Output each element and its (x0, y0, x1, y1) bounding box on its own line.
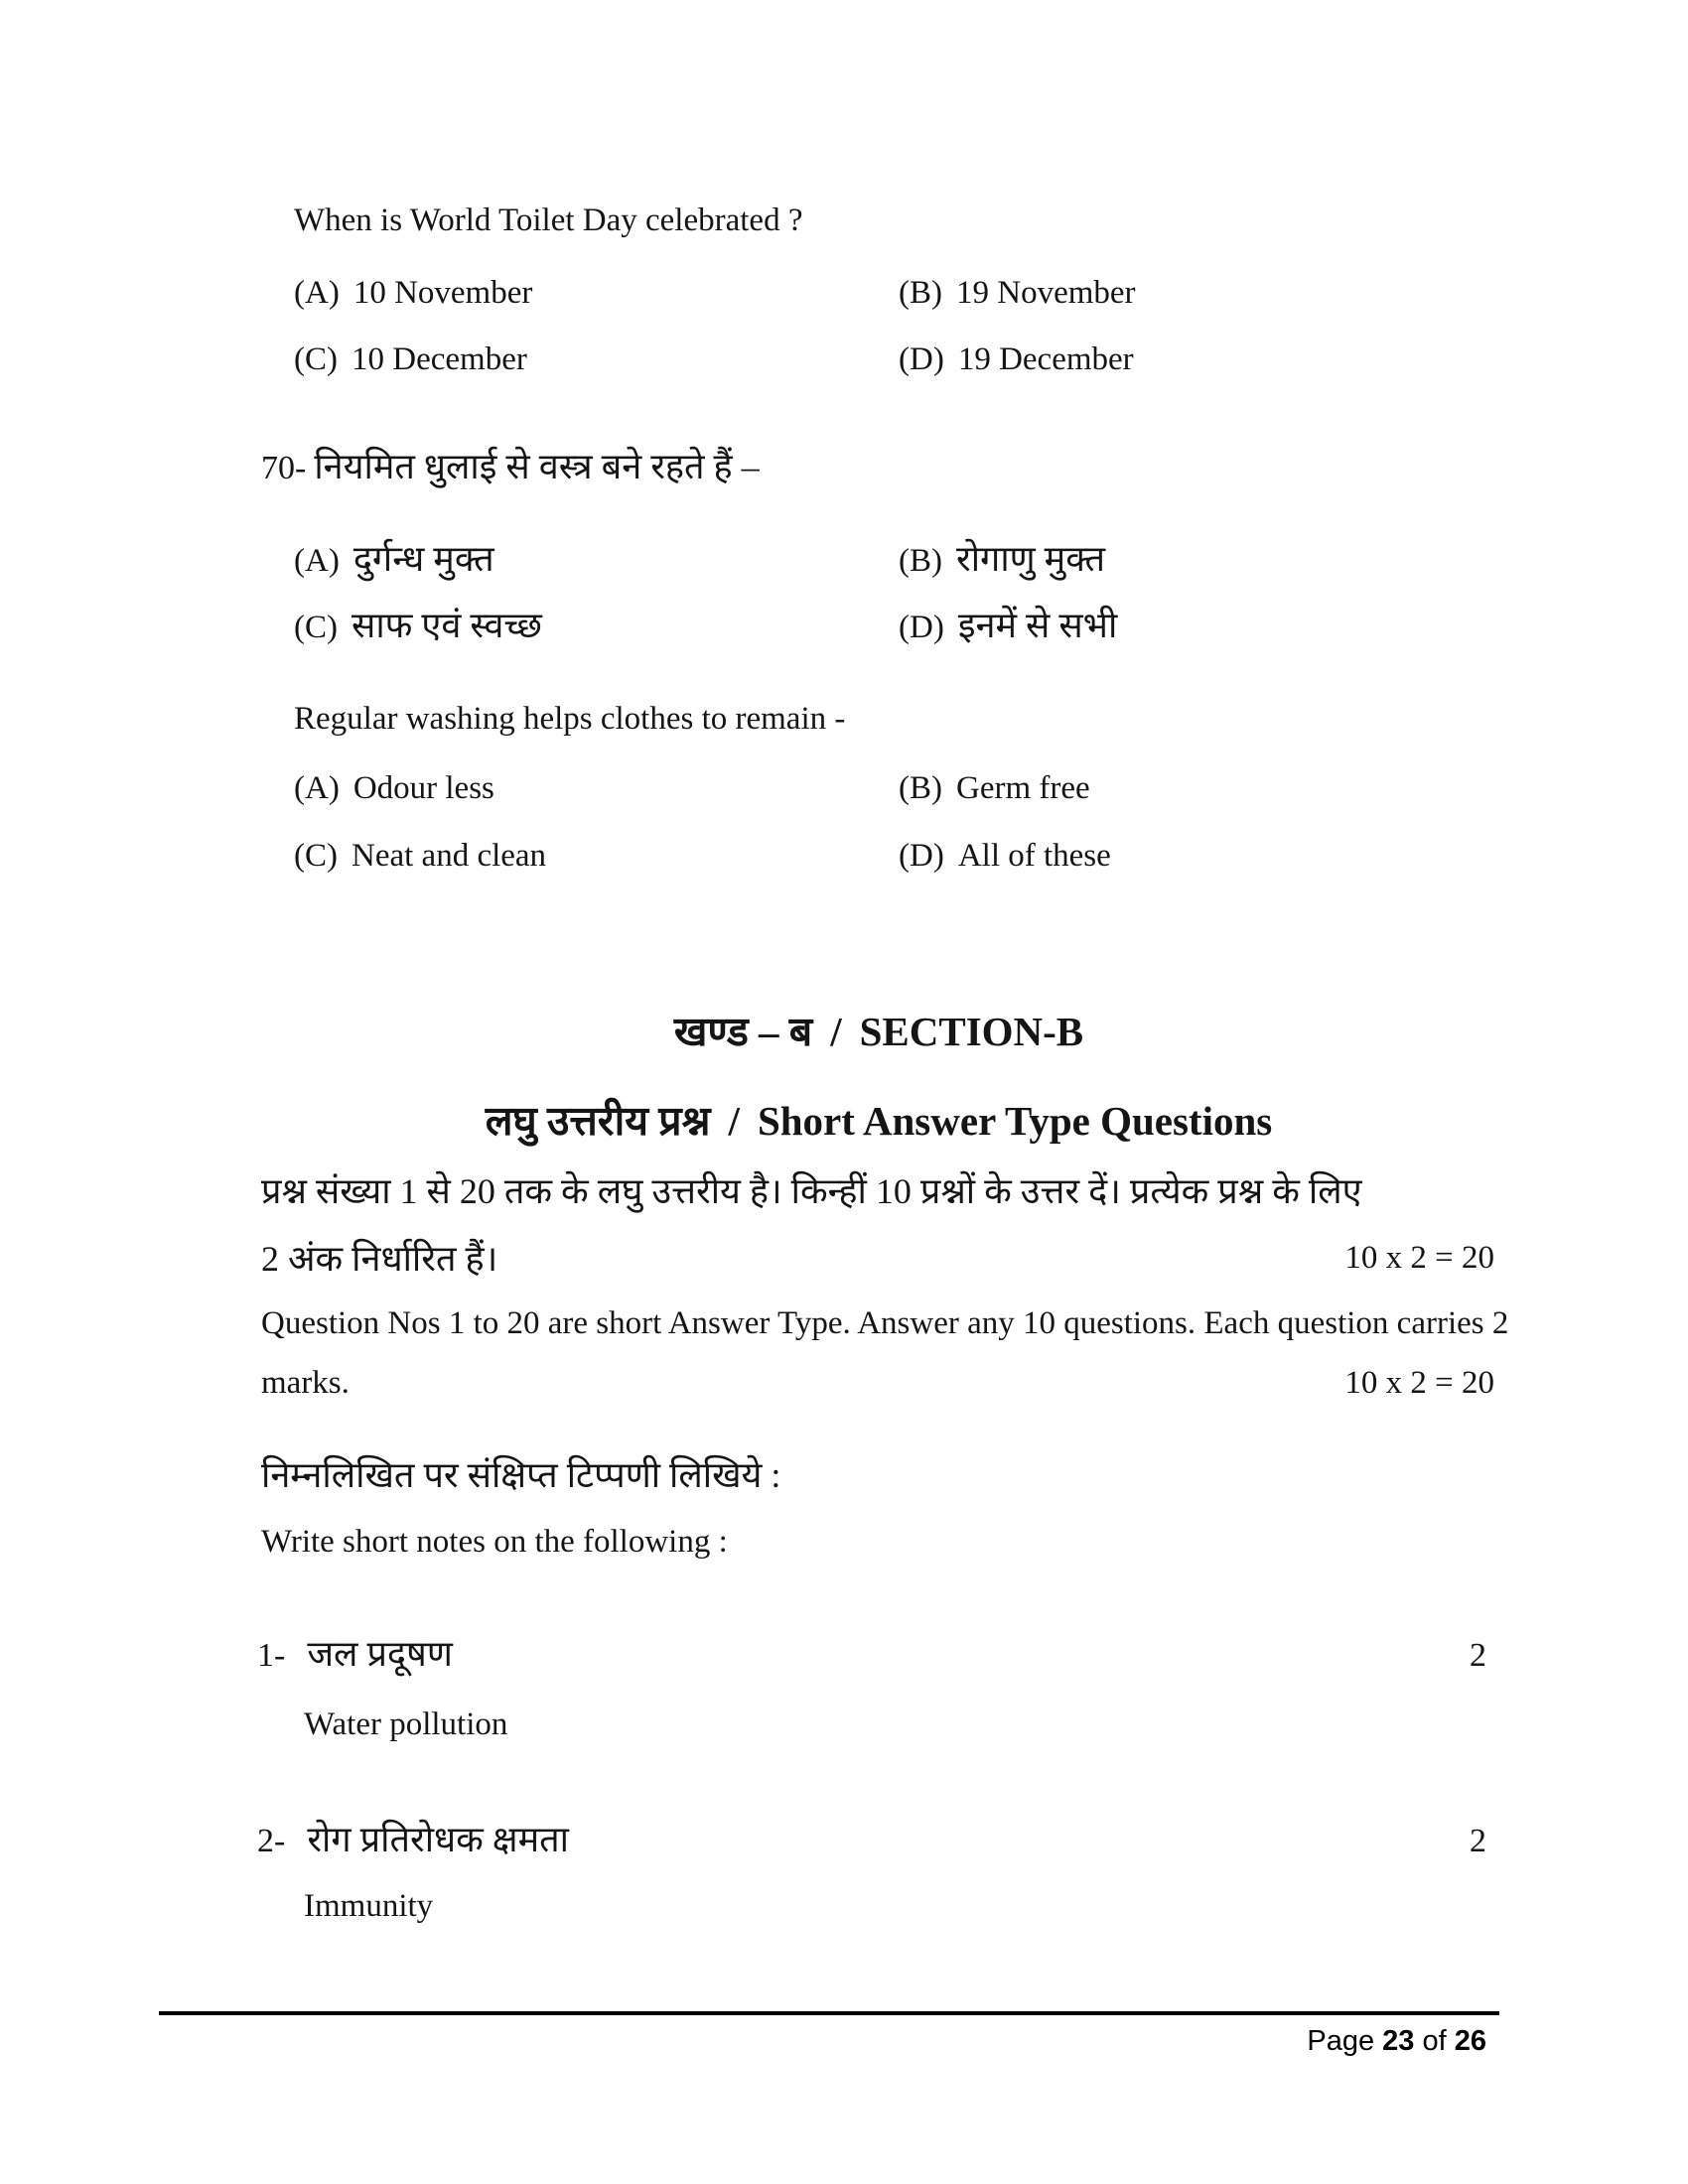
short-question-2 (257, 1822, 1490, 1859)
instructions-hindi-line2-text: 2 अंक निर्धारित हैं। (261, 1239, 498, 1279)
section-b-subheading (258, 1100, 1499, 1143)
footer-page-number (159, 2025, 1486, 2058)
short-question-2-marks: 2 (1470, 1823, 1486, 1859)
option-d-label: (D) (899, 341, 944, 377)
option-c-hindi (294, 608, 542, 645)
short-question-1 (257, 1636, 1490, 1674)
marks-formula-hindi: 10 x 2 = 20 (1344, 1240, 1494, 1276)
option-d-english-text: All of these (957, 838, 1111, 874)
question-70-text-english: Regular washing helps clothes to remain - (294, 701, 846, 737)
option-b-hindi-label: (B) (899, 543, 942, 579)
option-d-english-label: (D) (899, 838, 944, 874)
short-question-1-marks: 2 (1470, 1637, 1486, 1674)
footer-current-page: 23 (1382, 2025, 1415, 2057)
short-question-1-title-hindi: जल प्रदूषण (307, 1634, 453, 1674)
option-b-english-label: (B) (899, 770, 942, 806)
option-c-english (294, 839, 546, 874)
short-question-1-number: 1- (257, 1637, 286, 1674)
option-b (899, 276, 1136, 311)
short-notes-intro-hindi: निम्नलिखित पर संक्षिप्त टिप्पणी लिखिये : (261, 1455, 781, 1495)
option-d-hindi-label: (D) (899, 610, 944, 645)
option-a-hindi-label: (A) (294, 543, 340, 579)
option-d-text: 19 December (957, 341, 1134, 377)
option-b-english-text: Germ free (956, 770, 1090, 806)
short-question-2-title-english: Immunity (304, 1888, 434, 1924)
option-a-text: 10 November (352, 275, 533, 311)
footer-total-pages: 26 (1454, 2025, 1486, 2057)
option-a (294, 276, 532, 311)
section-b-title-english: SECTION-B (859, 1009, 1084, 1054)
option-c-label: (C) (294, 341, 338, 377)
question-70 (261, 449, 760, 486)
option-d-hindi (899, 608, 1117, 645)
question-text-english: When is World Toilet Day celebrated ? (294, 203, 803, 238)
short-question-2-title-hindi: रोग प्रतिरोधक क्षमता (307, 1820, 569, 1859)
section-b-subtitle-english: Short Answer Type Questions (757, 1098, 1273, 1144)
option-a-english-label: (A) (294, 770, 340, 806)
option-c-hindi-text: साफ एवं स्वच्छ (352, 606, 542, 645)
footer-of-label: of (1422, 2025, 1447, 2057)
section-b-subtitle-hindi: लघु उत्तरीय प्रश्न (485, 1098, 711, 1144)
footer-divider-line (159, 2011, 1499, 2015)
option-b-label: (B) (899, 275, 942, 311)
option-d-english (899, 839, 1111, 874)
short-notes-intro-english: Write short notes on the following : (261, 1524, 728, 1560)
option-c-text: 10 December (352, 341, 527, 377)
option-d-hindi-text: इनमें से सभी (957, 606, 1118, 645)
footer-page-label: Page (1307, 2025, 1375, 2057)
instructions-hindi-line1: प्रश्न संख्या 1 से 20 तक के लघु उत्तरीय है। किन्हीं 10 प्रश्नों के उत्तर दें। प्रत्येक प्रश्न के लिए (261, 1171, 1362, 1211)
option-c (294, 342, 527, 377)
option-c-english-text: Neat and clean (352, 838, 547, 874)
instructions-english-line2 (261, 1366, 1494, 1401)
option-b-hindi (899, 541, 1105, 579)
option-a-hindi-text: दुर्गन्ध मुक्त (352, 539, 494, 579)
option-b-english (899, 771, 1090, 806)
short-question-1-title-english: Water pollution (304, 1706, 508, 1742)
option-d (899, 342, 1134, 377)
option-a-english-text: Odour less (352, 770, 494, 806)
option-a-english (294, 771, 494, 806)
section-b-separator: / (830, 1009, 842, 1054)
instructions-english-line1: Question Nos 1 to 20 are short Answer Type. Answer any 10 questions. Each question carries 2 (261, 1305, 1509, 1341)
question-70-text-hindi: नियमित धुलाई से वस्त्र बने रहते हैं – (314, 447, 760, 486)
marks-formula-english: 10 x 2 = 20 (1344, 1365, 1494, 1401)
option-a-label: (A) (294, 275, 340, 311)
option-c-english-label: (C) (294, 838, 338, 874)
option-a-hindi (294, 541, 494, 579)
option-b-text: 19 November (956, 275, 1136, 311)
section-b-subtitle-separator: / (728, 1098, 740, 1144)
instructions-hindi-line2 (261, 1241, 1494, 1279)
question-70-number: 70- (261, 450, 307, 486)
instructions-english-line2-text: marks. (261, 1365, 350, 1401)
option-b-hindi-text: रोगाणु मुक्त (956, 539, 1106, 579)
short-question-2-number: 2- (257, 1823, 286, 1859)
option-c-hindi-label: (C) (294, 610, 338, 645)
section-b-title-hindi: खण्ड – ब (673, 1009, 813, 1054)
section-b-heading (258, 1011, 1499, 1053)
